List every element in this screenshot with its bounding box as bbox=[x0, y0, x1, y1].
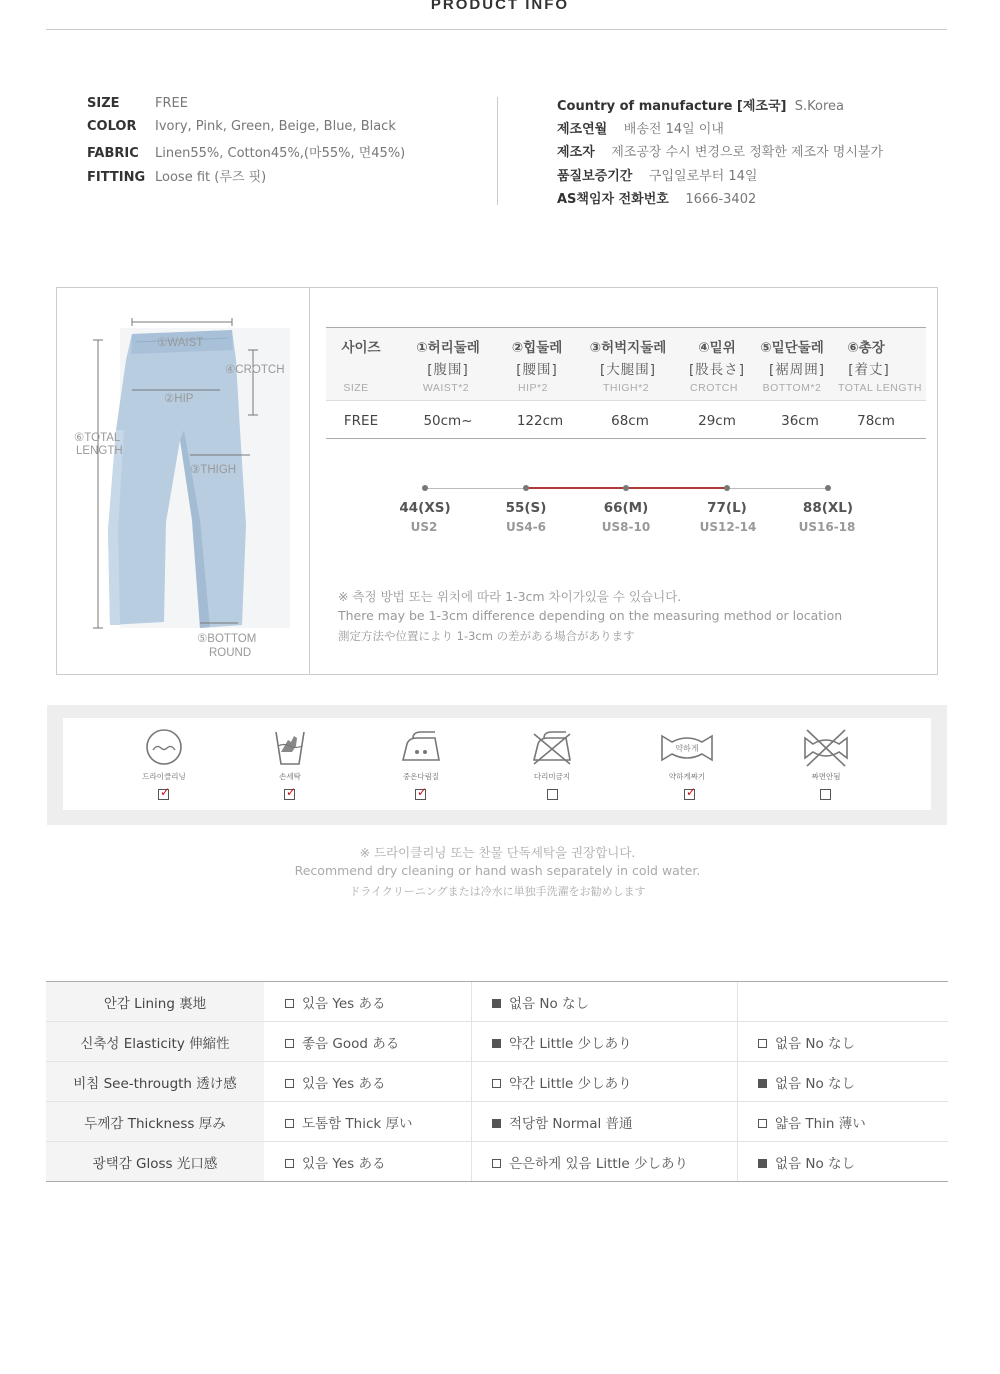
fabric-option[interactable] bbox=[285, 1152, 385, 1172]
fabric-option-text: 약간 Little 少しあり bbox=[509, 1036, 632, 1052]
info-size bbox=[87, 96, 188, 111]
info-manufacturer-value: 제조공장 수시 변경으로 정확한 제조자 명시불가 bbox=[611, 145, 884, 160]
checkbox-checked-icon bbox=[758, 1079, 767, 1088]
wring-gently-icon bbox=[658, 726, 716, 768]
page-title: PRODUCT INFO bbox=[430, 0, 570, 13]
col-crotch-han: [股長さ] bbox=[688, 362, 746, 378]
fabric-row-divider bbox=[46, 1061, 948, 1062]
info-fitting-label: FITTING bbox=[87, 170, 146, 185]
fabric-row-divider bbox=[46, 1021, 948, 1022]
info-size-label: SIZE bbox=[87, 96, 120, 111]
fabric-option-text: 약간 Little 少しあり bbox=[509, 1076, 632, 1092]
care-item-hand-wash bbox=[255, 726, 325, 782]
cell-crotch: 29cm bbox=[698, 413, 736, 429]
fabric-option[interactable] bbox=[758, 1032, 855, 1052]
checkmark-icon: ✓ bbox=[417, 785, 428, 799]
fabric-option-text: 있음 Yes ある bbox=[302, 1156, 386, 1172]
fabric-option-text: 은은하게 있음 Little 少しあり bbox=[509, 1156, 689, 1172]
col-waist-kr: ①허리둘레 bbox=[416, 340, 480, 356]
fabric-option[interactable] bbox=[492, 1112, 633, 1132]
fabric-option[interactable] bbox=[492, 1032, 632, 1052]
fabric-option[interactable] bbox=[492, 1072, 632, 1092]
info-as-phone-label: AS책임자 전화번호 bbox=[557, 192, 669, 207]
size-table-bottom-border bbox=[326, 438, 926, 439]
size-note-jp: 測定方法や位置により 1-3cm の差がある場合があります bbox=[338, 629, 635, 643]
care-checkbox-wring-gently[interactable] bbox=[684, 785, 697, 800]
fabric-option-text: 좋음 Good ある bbox=[302, 1036, 400, 1052]
fabric-option-text: 없음 No なし bbox=[775, 1036, 856, 1052]
size-scale-label-s: 55(S) bbox=[505, 500, 547, 516]
checkbox-checked-icon bbox=[758, 1159, 767, 1168]
info-fabric bbox=[87, 142, 405, 161]
cell-bottom: 36cm bbox=[781, 413, 819, 429]
checkbox-checked-icon bbox=[492, 999, 501, 1008]
total-length-label-2: LENGTH bbox=[76, 445, 123, 457]
size-scale-label-xs: 44(XS) bbox=[399, 500, 451, 516]
size-table-mid-border bbox=[326, 400, 926, 401]
size-scale-us-l: US12-14 bbox=[699, 520, 757, 534]
col-waist-han: [腹围] bbox=[427, 362, 469, 378]
info-manufacturer bbox=[557, 141, 883, 160]
fabric-option-text: 얇음 Thin 薄い bbox=[775, 1116, 866, 1132]
care-item-no-wring bbox=[791, 726, 861, 782]
info-manufacture-date bbox=[557, 118, 724, 137]
cell-total: 78cm bbox=[857, 413, 895, 429]
info-manufacture-date-label: 제조연월 bbox=[557, 122, 608, 137]
checkbox-icon bbox=[492, 1159, 501, 1168]
size-scale-us-m: US8-10 bbox=[601, 520, 651, 534]
fabric-option[interactable] bbox=[758, 1112, 866, 1132]
bottom-round-label-1: ⑤BOTTOM bbox=[197, 633, 257, 645]
fabric-option-text: 도톰함 Thick 厚い bbox=[302, 1116, 413, 1132]
checkbox-icon bbox=[758, 1039, 767, 1048]
no-wring-icon bbox=[801, 726, 851, 768]
col-total-han: [着丈] bbox=[848, 362, 890, 378]
info-as-phone bbox=[557, 188, 756, 207]
size-box-divider bbox=[309, 288, 310, 675]
info-color bbox=[87, 119, 396, 134]
checkbox-icon bbox=[285, 1159, 294, 1168]
cell-hip: 122cm bbox=[516, 413, 564, 429]
col-hip-han: [腰围] bbox=[516, 362, 558, 378]
total-length-label-1: ⑥TOTAL bbox=[74, 432, 121, 444]
care-item-wring-gently bbox=[652, 726, 722, 782]
size-scale-label-l: 77(L) bbox=[707, 500, 747, 516]
col-thigh-han: [大腿围] bbox=[599, 362, 657, 378]
care-note-jp: ドライクリーニングまたは冷水に単独手洗濯をお勧めします bbox=[349, 885, 646, 898]
size-scale-dot-s bbox=[523, 485, 529, 491]
fabric-row-divider bbox=[46, 1101, 948, 1102]
fabric-option-text: 적당함 Normal 普通 bbox=[509, 1116, 633, 1132]
info-country-label: Country of manufacture [제조국] bbox=[557, 99, 787, 114]
info-manufacturer-label: 제조자 bbox=[557, 145, 595, 160]
checkbox-icon bbox=[758, 1119, 767, 1128]
size-scale-dot-xl bbox=[825, 485, 831, 491]
care-checkbox-no-iron[interactable] bbox=[547, 789, 558, 800]
info-fabric-value: Linen55%, Cotton45%,(마55%, 면45%) bbox=[155, 146, 406, 161]
checkmark-icon: ✓ bbox=[160, 785, 171, 799]
fabric-label-thickness: 두께감 Thickness 厚み bbox=[84, 1116, 226, 1132]
info-warranty-value: 구입일로부터 14일 bbox=[648, 169, 758, 184]
bottom-round-label-2: ROUND bbox=[209, 647, 252, 659]
care-label-hand-wash: 손세탁 bbox=[279, 772, 301, 781]
size-scale-us-s: US4-6 bbox=[505, 520, 547, 534]
fabric-col-divider bbox=[737, 982, 738, 1181]
cell-size: FREE bbox=[343, 413, 379, 429]
care-item-iron-medium bbox=[386, 726, 456, 782]
fabric-option[interactable] bbox=[758, 1152, 855, 1172]
care-checkbox-hand-wash[interactable] bbox=[284, 785, 297, 800]
fabric-label-see-through: 비침 See-througth 透け感 bbox=[73, 1076, 237, 1092]
col-bottom-en: BOTTOM*2 bbox=[762, 382, 822, 394]
cell-thigh: 68cm bbox=[611, 413, 649, 429]
pants-diagram bbox=[60, 300, 305, 670]
checkmark-icon: ✓ bbox=[686, 785, 697, 799]
care-label-no-wring: 짜면안됨 bbox=[811, 772, 841, 781]
hip-label: ②HIP bbox=[164, 393, 194, 405]
info-divider bbox=[497, 97, 498, 205]
info-fabric-label: FABRIC bbox=[87, 146, 139, 161]
fabric-label-gloss: 광택감 Gloss 光口感 bbox=[92, 1156, 218, 1172]
fabric-label-elasticity: 신축성 Elasticity 伸縮性 bbox=[80, 1036, 230, 1052]
fabric-col-divider bbox=[471, 982, 472, 1181]
fabric-option-text: 있음 Yes ある bbox=[302, 1076, 386, 1092]
size-scale-label-xl: 88(XL) bbox=[802, 500, 854, 516]
info-fitting-value: Loose fit (루즈 핏) bbox=[155, 170, 267, 185]
col-thigh-en: THIGH*2 bbox=[602, 382, 650, 394]
iron-medium-icon bbox=[399, 726, 443, 768]
col-size-kr: 사이즈 bbox=[341, 340, 381, 356]
size-note-en: There may be 1-3cm difference depending on the measuring method or location bbox=[338, 608, 843, 623]
cell-waist: 50cm~ bbox=[423, 413, 473, 429]
col-crotch-kr: ④밑위 bbox=[698, 340, 736, 356]
size-table-top-border bbox=[326, 327, 926, 328]
fabric-row-divider bbox=[46, 1141, 948, 1142]
checkbox-checked-icon bbox=[492, 1119, 501, 1128]
col-size-en: SIZE bbox=[343, 382, 369, 394]
size-scale-dot-m bbox=[623, 485, 629, 491]
fabric-option[interactable] bbox=[285, 1072, 385, 1092]
fabric-option-text: 없음 No なし bbox=[775, 1076, 856, 1092]
info-country bbox=[557, 95, 844, 114]
fabric-label-lining: 안감 Lining 裏地 bbox=[103, 996, 207, 1012]
col-bottom-kr: ⑤밑단둘레 bbox=[760, 340, 824, 356]
care-item-dry-clean bbox=[129, 726, 199, 782]
no-iron-icon bbox=[530, 726, 574, 768]
checkbox-checked-icon bbox=[492, 1039, 501, 1048]
care-label-iron-medium: 중온다림질 bbox=[402, 772, 440, 781]
checkbox-icon bbox=[285, 999, 294, 1008]
info-manufacture-date-value: 배송전 14일 이내 bbox=[623, 122, 724, 137]
size-scale-dot-xs bbox=[422, 485, 428, 491]
care-label-dry-clean: 드라이클리닝 bbox=[142, 772, 186, 781]
care-note-kr: ※ 드라이클리닝 또는 찬물 단독세탁을 권장합니다. bbox=[359, 845, 636, 860]
col-total-en: TOTAL LENGTH bbox=[838, 382, 922, 394]
fabric-option[interactable] bbox=[492, 1152, 688, 1172]
fabric-option[interactable] bbox=[492, 992, 589, 1012]
hand-wash-icon bbox=[270, 726, 310, 768]
size-scale-dot-l bbox=[724, 485, 730, 491]
care-note-en: Recommend dry cleaning or hand wash separately in cold water. bbox=[294, 863, 701, 878]
info-warranty bbox=[557, 165, 757, 184]
care-checkbox-iron-medium[interactable] bbox=[415, 785, 428, 800]
info-fitting bbox=[87, 166, 266, 185]
header-divider bbox=[46, 29, 947, 30]
info-color-label: COLOR bbox=[87, 119, 137, 134]
checkmark-icon: ✓ bbox=[286, 785, 297, 799]
size-scale-us-xl: US16-18 bbox=[798, 520, 856, 534]
fabric-option[interactable] bbox=[285, 1112, 413, 1132]
pants-illustration bbox=[60, 300, 305, 670]
checkbox-icon bbox=[285, 1119, 294, 1128]
fabric-table-top-border bbox=[46, 981, 948, 982]
care-item-no-iron bbox=[517, 726, 587, 782]
col-hip-en: HIP*2 bbox=[518, 382, 548, 394]
size-scale-label-m: 66(M) bbox=[603, 500, 649, 516]
col-crotch-en: CROTCH bbox=[690, 382, 738, 394]
info-size-value: FREE bbox=[155, 96, 188, 111]
info-warranty-label: 품질보증기간 bbox=[557, 169, 633, 184]
col-total-kr: ⑥총장 bbox=[847, 340, 885, 356]
fabric-option[interactable] bbox=[285, 1032, 399, 1052]
info-color-value: Ivory, Pink, Green, Beige, Blue, Black bbox=[155, 119, 396, 134]
size-note-kr: ※ 측정 방법 또는 위치에 따라 1-3cm 차이가있을 수 있습니다. bbox=[338, 589, 682, 604]
care-label-no-iron: 다리미금지 bbox=[533, 772, 571, 781]
wring-gently-icon-text: 약하게 bbox=[675, 744, 699, 753]
info-as-phone-value: 1666-3402 bbox=[685, 192, 757, 207]
size-scale-us-xs: US2 bbox=[410, 520, 438, 534]
fabric-option[interactable] bbox=[285, 992, 385, 1012]
col-bottom-han: [裾周囲] bbox=[768, 362, 826, 378]
fabric-option[interactable] bbox=[758, 1072, 855, 1092]
fabric-option-text: 있음 Yes ある bbox=[302, 996, 386, 1012]
care-checkbox-no-wring[interactable] bbox=[820, 789, 831, 800]
waist-label: ①WAIST bbox=[157, 337, 204, 349]
checkbox-icon bbox=[285, 1079, 294, 1088]
col-waist-en: WAIST*2 bbox=[422, 382, 470, 394]
care-label-wring-gently: 약하게짜기 bbox=[668, 772, 706, 781]
care-checkbox-dry-clean[interactable] bbox=[158, 785, 171, 800]
fabric-option-text: 없음 No なし bbox=[509, 996, 590, 1012]
col-thigh-kr: ③허벅지둘레 bbox=[589, 340, 667, 356]
info-country-value: S.Korea bbox=[794, 99, 844, 114]
crotch-label: ④CROTCH bbox=[225, 364, 285, 376]
dry-clean-icon bbox=[144, 726, 184, 768]
fabric-table-bottom-border bbox=[46, 1181, 948, 1182]
checkbox-icon bbox=[285, 1039, 294, 1048]
fabric-option-text: 없음 No なし bbox=[775, 1156, 856, 1172]
thigh-label: ③THIGH bbox=[190, 464, 237, 476]
checkbox-icon bbox=[492, 1079, 501, 1088]
col-hip-kr: ②힙둘레 bbox=[511, 340, 563, 356]
